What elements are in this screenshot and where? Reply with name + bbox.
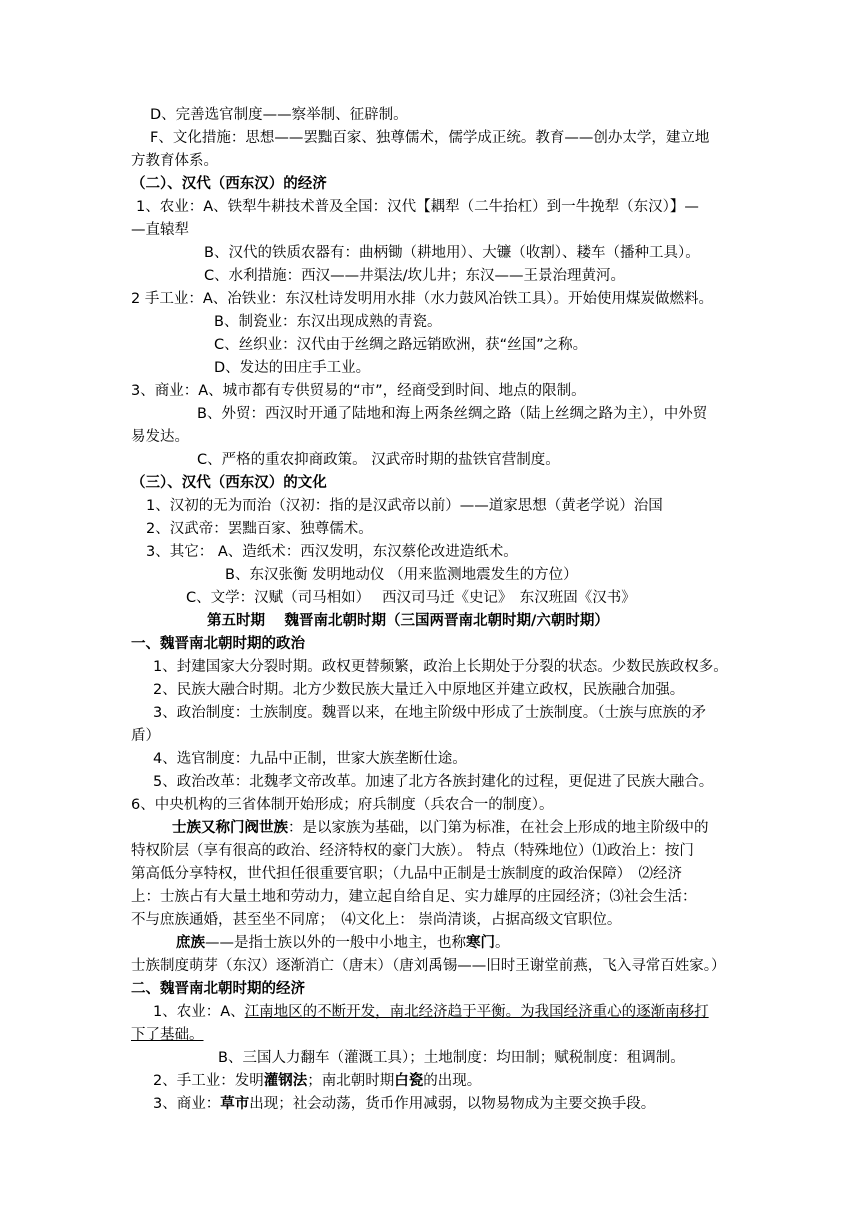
text-line: 2 手工业：A、冶铁业：东汉杜诗发明用水排（水力鼓风冶铁工具）。开始使用煤炭做燃料。 — [131, 291, 714, 307]
text-line: 1、汉初的无为而治（汉初：指的是汉武帝以前）——道家思想（黄老学说）治国 — [146, 498, 663, 514]
text-line: B、三国人力翻车（灌溉工具）；土地制度：均田制；赋税制度：租调制。 — [218, 1050, 685, 1066]
item-label: 1、农业：A、 — [153, 1004, 245, 1020]
term-baici: 白瓷 — [394, 1073, 424, 1089]
text-line: —直辕犁 — [131, 222, 189, 238]
text-line: C、丝织业：汉代由于丝绸之路远销欧洲，获“丝国”之称。 — [214, 337, 588, 353]
text-line: 1、封建国家大分裂时期。政权更替频繁，政治上长期处于分裂的状态。少数民族政权多。 — [153, 659, 728, 675]
text-segment: 的出现。 — [423, 1073, 482, 1089]
item-label: 3、商业： — [153, 1096, 221, 1112]
text-line: D、完善选官制度——察举制、征辟制。 — [150, 107, 408, 123]
text-line — [172, 817, 709, 839]
item-label: 2、手工业：发明 — [153, 1073, 264, 1089]
term-guangangfa: 灌钢法 — [263, 1073, 308, 1089]
text-line: 第高低分享特权，世代担任很重要官职；（九品中正制是士族制度的政治保障） ⑵经济 — [131, 866, 682, 882]
text-line: 方教育体系。 — [131, 153, 218, 169]
period-heading: 第五时期 魏晋南北朝时期（三国两晋南北朝时期/六朝时期） — [207, 613, 609, 629]
text-line: 6、中央机构的三省体制开始形成；府兵制度（兵农合一的制度）。 — [131, 797, 554, 813]
text-line: 4、选官制度：九品中正制，世家大族垄断仕途。 — [153, 751, 467, 767]
text-line: 5、政治改革：北魏孝文帝改革。加速了北方各族封建化的过程，更促进了民族大融合。 — [153, 774, 714, 790]
text-line: F、文化措施：思想——罢黜百家、独尊儒术，儒学成正统。教育——创办太学，建立地 — [150, 130, 710, 146]
term-shuzu: 庶族 — [176, 935, 205, 951]
text-line: B、汉代的铁质农器有：曲柄锄（耕地用）、大镰（收割）、耧车（播种工具）。 — [204, 245, 700, 261]
text-line: 3、其它： A、造纸术：西汉发明，东汉蔡伦改进造纸术。 — [146, 544, 518, 560]
text-line: 不与庶族通婚，甚至坐不同席； ⑷文化上： 崇尚清谈，占据高级文官职位。 — [131, 912, 622, 928]
text-line: 士族制度萌芽（东汉）逐渐消亡（唐末）（唐刘禹锡——旧时王谢堂前燕，飞入寻常百姓家。） — [131, 958, 726, 974]
text-line: 2、汉武帝：罢黜百家、独尊儒术。 — [146, 521, 373, 537]
section-heading: 一、魏晋南北朝时期的政治 — [131, 636, 305, 652]
text-line: B、制瓷业：东汉出现成熟的青瓷。 — [214, 314, 442, 330]
text-line: B、外贸：西汉时开通了陆地和海上两条丝绸之路（陆上丝绸之路为主），中外贸 — [197, 406, 708, 422]
section-heading: （三）、汉代（西东汉）的文化 — [131, 475, 327, 491]
text-segment: ；南北朝时期 — [307, 1073, 395, 1089]
underlined-text: 江南地区的不断开发，南北经济趋于平衡。为我国经济重心的逐渐南移打 — [244, 1004, 709, 1020]
text-segment: 出现；社会动荡，货币作用减弱，以物易物成为主要交换手段。 — [249, 1096, 656, 1112]
text-line: 2、民族大融合时期。北方少数民族大量迁入中原地区并建立政权，民族融合加强。 — [153, 682, 685, 698]
text-line: D、发达的田庄手工业。 — [214, 360, 371, 376]
definition-text: ——是指士族以外的一般中小地主，也称 — [205, 935, 466, 951]
text-line: 盾） — [131, 728, 160, 744]
definition-text: ：是以家族为基础，以门第为标准，在社会上形成的地主阶级中的 — [288, 820, 709, 836]
text-line: 易发达。 — [131, 429, 189, 445]
text-line — [176, 932, 510, 954]
text-line: C、严格的重农抑商政策。 汉武帝时期的盐铁官营制度。 — [197, 452, 560, 468]
text-line: C、水利措施：西汉——井渠法/坎儿井；东汉——王景治理黄河。 — [204, 268, 626, 284]
term-shizu: 士族又称门阀世族 — [172, 820, 288, 836]
punctuation: 。 — [495, 935, 510, 951]
text-line — [153, 1070, 481, 1092]
underlined-text: 下了基础。 — [131, 1027, 204, 1043]
section-heading: （二）、汉代（西东汉）的经济 — [131, 176, 327, 192]
term-caoshi: 草市 — [220, 1096, 250, 1112]
text-line: B、东汉张衡 发明地动仪 （用来监测地震发生的方位） — [225, 567, 578, 583]
section-heading: 二、魏晋南北朝时期的经济 — [131, 981, 305, 997]
text-line — [153, 1001, 709, 1023]
text-line: 特权阶层（享有很高的政治、经济特权的豪门大族）。 特点（特殊地位）⑴政治上：按门 — [131, 843, 694, 859]
text-line: 1、农业：A、铁犁牛耕技术普及全国：汉代【耦犁（二牛抬杠）到一牛挽犁（东汉）】— — [136, 199, 699, 215]
text-line — [153, 1093, 655, 1115]
text-line: 3、商业：A、城市都有专供贸易的“市”，经商受到时间、地点的限制。 — [131, 383, 586, 399]
text-line: 上：士族占有大量土地和劳动力，建立起自给自足、实力雄厚的庄园经济；⑶社会生活： — [131, 889, 697, 905]
term-hanmen: 寒门 — [466, 935, 495, 951]
text-line: C、文学：汉赋（司马相如） 西汉司马迁《史记》 东汉班固《汉书》 — [186, 590, 636, 606]
text-line: 3、政治制度：士族制度。魏晋以来，在地主阶级中形成了士族制度。（士族与庶族的矛 — [153, 705, 706, 721]
